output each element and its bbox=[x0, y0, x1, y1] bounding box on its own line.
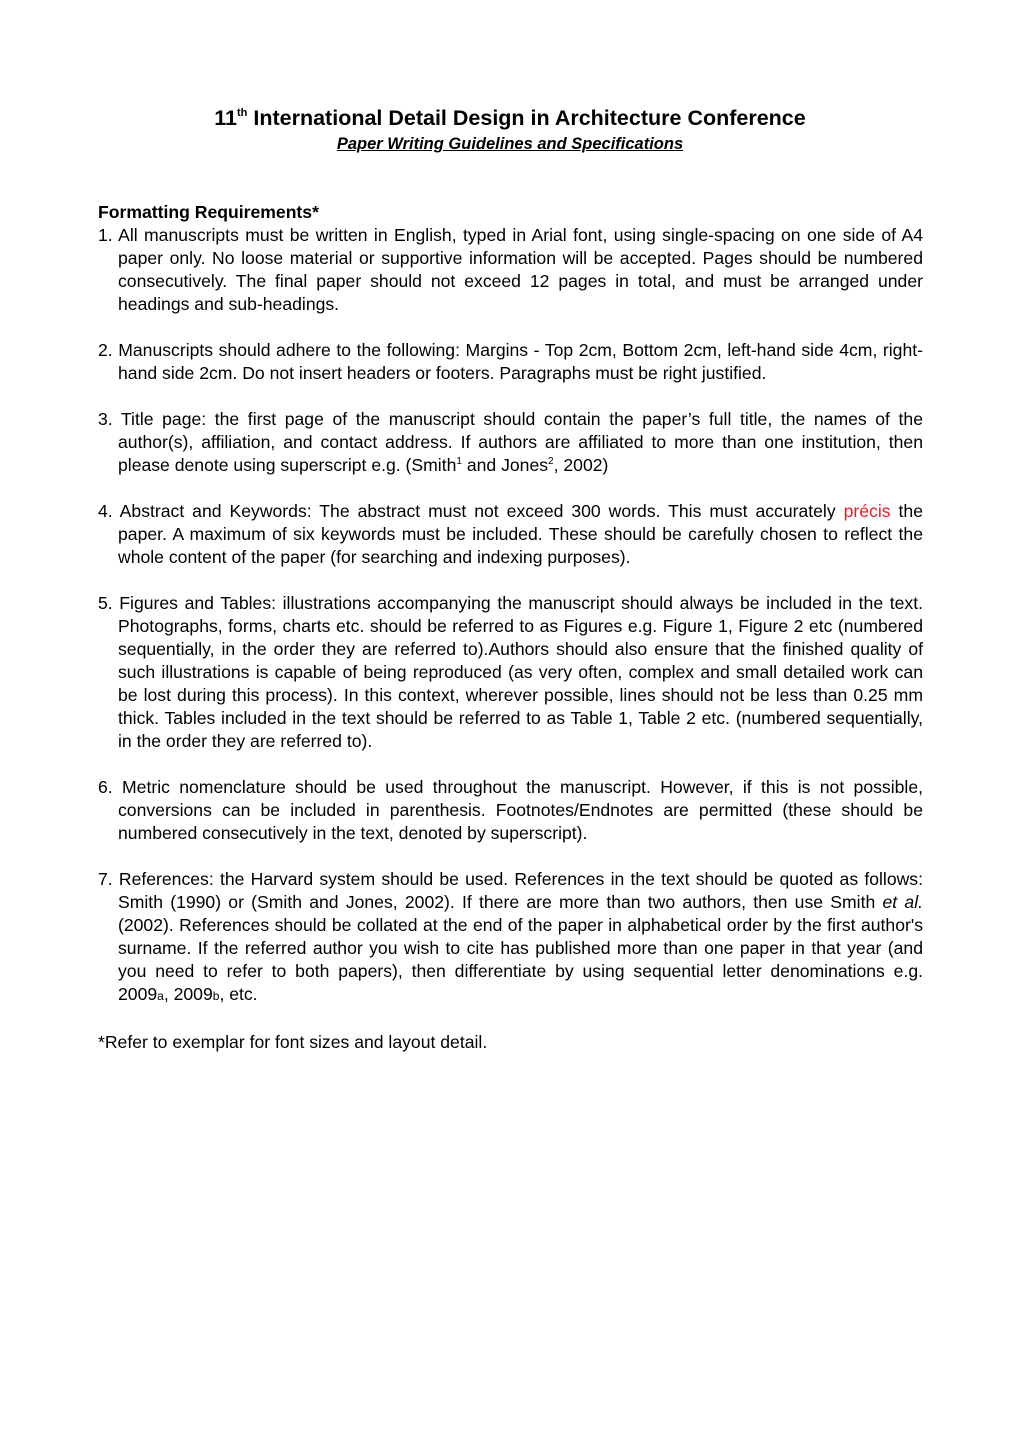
footnote: *Refer to exemplar for font sizes and layout detail. bbox=[98, 1032, 488, 1052]
superscript-1: 1 bbox=[456, 456, 462, 467]
list-item-5: 5. Figures and Tables: illustrations accompanying the manuscript should always be included in the text. Photographs, forms, charts etc. should be referred to as Figures e.g. Figure 1, Figure 2 etc (numbered sequentially, in the order they are referred to).Authors should also ensure that the finished quality of such illustrations is capable of being reproduced (as very often, complex and small detailed work can be lost during this process). In this context, wherever possible, lines should not be less than 0.25 mm thick. Tables included in the text should be referred to as Table 1, Table 2 etc. (numbered sequentially, in the order they are referred to). bbox=[98, 593, 923, 751]
list-item-2: 2. Manuscripts should adhere to the following: Margins - Top 2cm, Bottom 2cm, left-hand side 4cm, right-hand side 2cm. Do not insert headers or footers. Paragraphs must be right justified. bbox=[98, 340, 923, 383]
superscript-2: 2 bbox=[548, 456, 554, 467]
section-heading: Formatting Requirements* bbox=[98, 202, 319, 222]
letter-a: a bbox=[157, 989, 164, 1003]
et-al-italic: et al. bbox=[882, 892, 923, 912]
letter-b: b bbox=[212, 989, 220, 1003]
highlighted-word: précis bbox=[843, 501, 891, 521]
page-subtitle: Paper Writing Guidelines and Specifications bbox=[336, 135, 684, 153]
list-item-1: 1. All manuscripts must be written in English, typed in Arial font, using single-spacing on one side of A4 paper only. No loose material or supportive information will be accepted. Pages should be numbered consecutively. The final paper should not exceed 12 pages in total, and must be arranged under headings and sub-headings. bbox=[98, 225, 923, 314]
list-item-3: 3. Title page: the first page of the manuscript should contain the paper’s full title, the names of the author(s), affiliation, and contact address. If authors are affiliated to more than one institution, then please denote using superscript e.g. (Smith$^1$ and Jones$^2$, 2002) bbox=[98, 409, 923, 475]
conference-title: 11th International Detail Design in Architecture Conference bbox=[214, 106, 806, 130]
list-item-4: 4. Abstract and Keywords: The abstract must not exceed 300 words. This must accurately précis the paper. A maximum of six keywords must be included. These should be carefully chosen to reflect the whole content of the paper (for searching and indexing purposes). bbox=[98, 501, 923, 567]
title-superscript: th bbox=[237, 107, 248, 119]
list-item-7: 7. References: the Harvard system should be used. References in the text should be quoted as follows: Smith (1990) or (Smith and Jones, 2002). If there are more than two authors, then use Smith et al. (2002). References should be collated at the end of the paper in alphabetical order by the first author's surname. If the referred author you wish to cite has published more than one paper in that year (and you need to refer to both papers), then differentiate by using sequential letter denominations e.g. 2009a, 2009b, etc. bbox=[98, 869, 923, 1004]
title-block bbox=[0, 104, 1020, 155]
list-item-6: 6. Metric nomenclature should be used throughout the manuscript. However, if this is not possible, conversions can be included in parenthesis. Footnotes/Endnotes are permitted (these should be numbered consecutively in the text, denoted by superscript). bbox=[98, 777, 923, 843]
document-body bbox=[98, 201, 923, 1054]
